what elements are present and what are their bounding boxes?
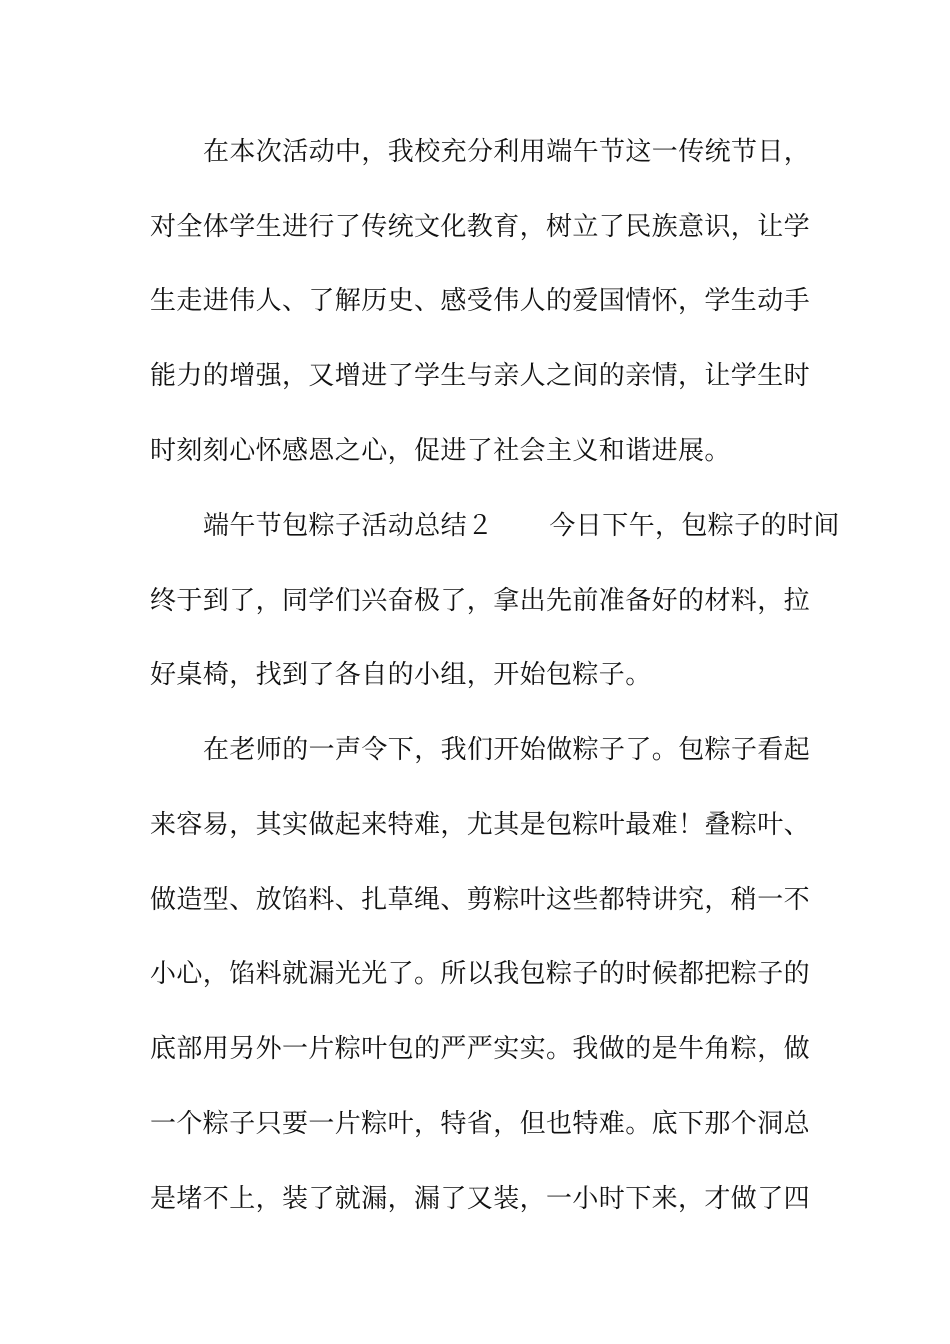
paragraph-2-line-3: 好桌椅，找到了各自的小组，开始包粽子。	[150, 660, 652, 690]
paragraph-1-line-1: 在本次活动中，我校充分利用端午节这一传统节日，	[203, 137, 811, 167]
paragraph-1-line-4: 能力的增强，又增进了学生与亲人之间的亲情，让学生时	[150, 361, 811, 391]
paragraph-1-line-2: 对全体学生进行了传统文化教育，树立了民族意识，让学	[150, 212, 811, 242]
paragraph-3-line-1: 在老师的一声令下，我们开始做粽子了。包粽子看起	[203, 735, 811, 765]
paragraph-3-line-6: 一个粽子只要一片粽叶，特省，但也特难。底下那个洞总	[150, 1109, 811, 1139]
paragraph-1-line-3: 生走进伟人、了解历史、感受伟人的爱国情怀，学生动手	[150, 286, 811, 316]
paragraph-3-line-5: 底部用另外一片粽叶包的严严实实。我做的是牛角粽，做	[150, 1034, 811, 1064]
paragraph-2-first-line-text: 今日下午，包粽子的时间	[549, 511, 840, 541]
paragraph-3-line-3: 做造型、放馅料、扎草绳、剪粽叶这些都特讲究，稍一不	[150, 885, 811, 915]
paragraph-2-line-2: 终于到了，同学们兴奋极了，拿出先前准备好的材料，拉	[150, 586, 811, 616]
paragraph-3-line-4: 小心，馅料就漏光光了。所以我包粽子的时候都把粽子的	[150, 959, 811, 989]
paragraph-2-line-1	[203, 510, 840, 542]
paragraph-3-line-2: 来容易，其实做起来特难，尤其是包粽叶最难！叠粽叶、	[150, 810, 811, 840]
paragraph-3-line-7: 是堵不上，装了就漏，漏了又装，一小时下来，才做了四	[150, 1184, 811, 1214]
paragraph-1-line-5: 时刻刻心怀感恩之心，促进了社会主义和谐进展。	[150, 436, 731, 466]
section-heading: 端午节包粽子活动总结２	[203, 511, 494, 541]
